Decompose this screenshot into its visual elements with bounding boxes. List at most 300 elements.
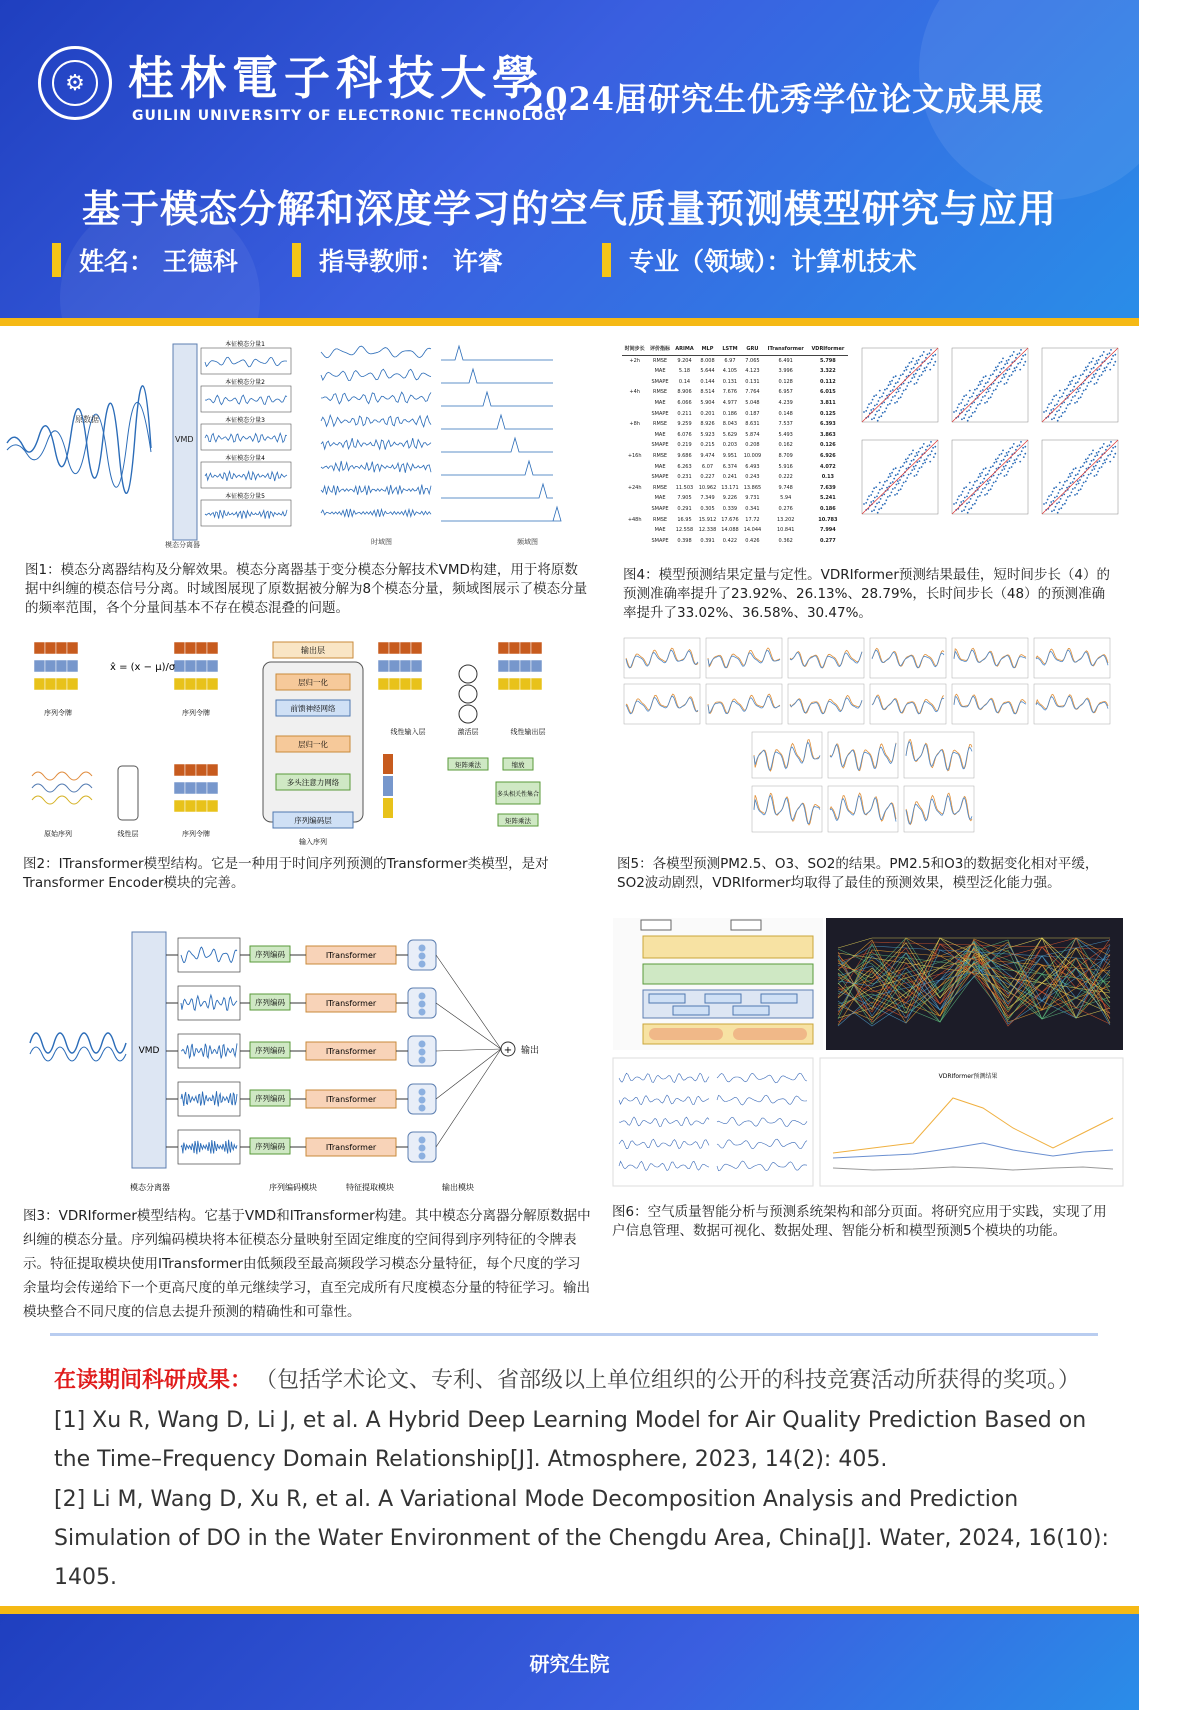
scatter-point bbox=[1085, 389, 1087, 391]
scatter-point bbox=[1077, 480, 1079, 482]
scatter-point bbox=[1062, 504, 1064, 506]
scatter-point bbox=[977, 496, 979, 498]
scatter-point bbox=[863, 503, 865, 505]
table-cell: 0.131 bbox=[722, 378, 738, 385]
table-cell: 17.72 bbox=[745, 516, 760, 523]
scatter-point bbox=[1098, 451, 1100, 453]
scatter-point bbox=[986, 401, 988, 403]
scatter-point bbox=[1058, 409, 1060, 411]
table-cell: 6.076 bbox=[677, 431, 692, 438]
scatter-point bbox=[955, 410, 957, 412]
scatter-point bbox=[890, 482, 892, 484]
scatter-point bbox=[903, 482, 905, 484]
scatter-point bbox=[1091, 368, 1093, 370]
figure-1-caption: 图1：模态分离器结构及分解效果。模态分离器基于变分模态分解技术VMD构建，用于将原数据中纠缠的模态信号分离。时域图展现了原数据被分解为8个模态分量，频域图展示了模态分量的频率范围，各个分量间基本不存在模态混叠的问题。 bbox=[25, 562, 588, 616]
token-block bbox=[45, 678, 56, 690]
scatter-point bbox=[884, 481, 886, 483]
token-block bbox=[185, 678, 196, 690]
scatter-point bbox=[919, 467, 921, 469]
scatter-point bbox=[1056, 411, 1058, 413]
scatter-point bbox=[914, 468, 916, 470]
output-node bbox=[419, 1089, 426, 1096]
scatter-point bbox=[974, 481, 976, 483]
scatter-point bbox=[1063, 402, 1065, 404]
token-block bbox=[56, 642, 67, 654]
scatter-point bbox=[983, 386, 985, 388]
scatter-point bbox=[873, 487, 875, 489]
scatter-point bbox=[1091, 460, 1093, 462]
scatter-point bbox=[1048, 403, 1050, 405]
token-block bbox=[174, 764, 185, 776]
scatter-point bbox=[960, 494, 962, 496]
table-cell: 8.008 bbox=[700, 357, 715, 364]
scatter-point bbox=[1110, 349, 1112, 351]
scatter-point bbox=[1091, 469, 1093, 471]
scatter-point bbox=[876, 404, 878, 406]
scatter-point bbox=[925, 449, 927, 451]
scatter-point bbox=[1006, 452, 1008, 454]
scatter-point bbox=[1094, 475, 1096, 477]
f6-chart-title: VDRIformer预测结果 bbox=[938, 1073, 998, 1080]
scatter-point bbox=[927, 446, 929, 448]
scatter-point bbox=[970, 498, 972, 500]
table-cell: 10.841 bbox=[776, 527, 795, 534]
bottom-label-1: 模态分离器 bbox=[130, 1183, 170, 1192]
table-row bbox=[622, 515, 848, 526]
table-cell: 0.277 bbox=[819, 537, 836, 544]
scatter-point bbox=[1047, 499, 1049, 501]
scatter-point bbox=[878, 501, 880, 503]
scatter-point bbox=[934, 361, 936, 363]
series-encoding-label: 序列编码层 bbox=[294, 816, 332, 825]
table-header: MLP bbox=[696, 344, 718, 355]
scatter-point bbox=[1109, 461, 1111, 463]
scatter-point bbox=[902, 373, 904, 375]
table-header: LSTM bbox=[719, 344, 741, 355]
scatter-point bbox=[878, 492, 880, 494]
scatter-point bbox=[1024, 361, 1026, 363]
scatter-point bbox=[965, 394, 967, 396]
scatter-point bbox=[971, 488, 973, 490]
table-cell bbox=[622, 366, 647, 377]
scatter-point bbox=[917, 471, 919, 473]
scatter-point bbox=[996, 369, 998, 371]
scatter-point bbox=[909, 463, 911, 465]
figure-5-caption: 图5：各模型预测PM2.5、O3、SO2的结果。PM2.5和O3的数据变化相对平缓，SO2波动剧烈，VDRIformer均取得了最佳的预测效果，模型泛化能力强。 bbox=[617, 856, 1099, 891]
token-block bbox=[45, 642, 56, 654]
scatter-point bbox=[1054, 405, 1056, 407]
figure-6-caption: 图6：空气质量智能分析与预测系统架构和部分页面。将研究应用于实践，实现了用户信息管理、数据可视化、数据处理、智能分析和模型预测5个模块的功能。 bbox=[612, 1204, 1107, 1239]
scatter-point bbox=[968, 508, 970, 510]
scatter-point bbox=[1089, 454, 1091, 456]
table-cell: 13.865 bbox=[743, 484, 762, 491]
table-cell: 14.044 bbox=[743, 527, 762, 534]
scatter-point bbox=[955, 502, 957, 504]
table-cell: 0.208 bbox=[745, 442, 760, 449]
table-cell: 6.07 bbox=[701, 463, 714, 470]
scatter-point bbox=[1085, 481, 1087, 483]
token-label: 序列令牌 bbox=[44, 709, 72, 717]
scatter-point bbox=[989, 387, 991, 389]
scatter-point bbox=[1004, 376, 1006, 378]
scatter-point bbox=[1056, 496, 1058, 498]
scatter-point bbox=[1019, 461, 1021, 463]
scatter-point bbox=[893, 386, 895, 388]
table-cell bbox=[622, 536, 647, 547]
scatter-point bbox=[1075, 467, 1077, 469]
table-cell: 6.926 bbox=[819, 452, 836, 459]
table-cell: 7.764 bbox=[745, 389, 760, 396]
token-block bbox=[498, 678, 509, 690]
scatter-point bbox=[1048, 495, 1050, 497]
output-node bbox=[419, 1001, 426, 1008]
scatter-point bbox=[969, 390, 971, 392]
table-cell: 8.631 bbox=[745, 421, 760, 428]
scatter-point bbox=[1016, 366, 1018, 368]
scatter-point bbox=[896, 392, 898, 394]
scatter-point bbox=[883, 402, 885, 404]
table-cell: MAE bbox=[654, 368, 666, 375]
scatter-point bbox=[929, 444, 931, 446]
scatter-point bbox=[1004, 468, 1006, 470]
student-name: 姓名： 王德科 bbox=[52, 242, 238, 278]
prediction-panel bbox=[952, 638, 1028, 678]
token-block bbox=[498, 660, 509, 672]
series-encoding-text: 序列编码 bbox=[255, 1046, 285, 1055]
scatter-point bbox=[916, 369, 918, 371]
scatter-point bbox=[1006, 362, 1008, 364]
scatter-point bbox=[934, 446, 936, 448]
table-header: 时间步长 bbox=[622, 344, 647, 355]
scatter-point bbox=[985, 467, 987, 469]
scatter-point bbox=[1008, 359, 1010, 361]
scatter-point bbox=[867, 407, 869, 409]
scatter-point bbox=[929, 454, 931, 456]
scatter-point bbox=[871, 418, 873, 420]
scatter-point bbox=[1088, 474, 1090, 476]
table-cell bbox=[622, 398, 647, 409]
scatter-point bbox=[1109, 369, 1111, 371]
scatter-point bbox=[925, 357, 927, 359]
output-node bbox=[419, 1009, 426, 1016]
component-label: 本征模态分量4 bbox=[225, 455, 265, 462]
scatter-point bbox=[1001, 453, 1003, 455]
series-encoding-text: 序列编码 bbox=[255, 1142, 285, 1151]
scatter-point bbox=[1045, 502, 1047, 504]
scatter-point bbox=[1007, 379, 1009, 381]
table-cell: 9.731 bbox=[745, 495, 760, 502]
token-block bbox=[207, 660, 218, 672]
output-node bbox=[419, 1041, 426, 1048]
scatter-point bbox=[933, 364, 935, 366]
output-node bbox=[419, 953, 426, 960]
scatter-point bbox=[1070, 390, 1072, 392]
figure-2 bbox=[28, 636, 583, 851]
scatter-point bbox=[931, 450, 933, 452]
table-cell bbox=[622, 504, 647, 515]
table-cell: 0.215 bbox=[700, 442, 715, 449]
scatter-point bbox=[1091, 453, 1093, 455]
scatter-point bbox=[1096, 474, 1098, 476]
scatter-point bbox=[988, 490, 990, 492]
table-cell: 0.187 bbox=[745, 410, 760, 417]
scatter-point bbox=[913, 466, 915, 468]
scatter-point bbox=[911, 469, 913, 471]
scatter-point bbox=[980, 482, 982, 484]
table-cell: 0.276 bbox=[778, 505, 793, 512]
scatter-point bbox=[1097, 379, 1099, 381]
scatter-point bbox=[903, 383, 905, 385]
token-label-3: 序列令牌 bbox=[182, 830, 210, 838]
scatter-point bbox=[1009, 448, 1011, 450]
scatter-point bbox=[1009, 375, 1011, 377]
output-node bbox=[419, 993, 426, 1000]
scatter-point bbox=[1011, 466, 1013, 468]
scatter-point bbox=[892, 488, 894, 490]
scatter-point bbox=[995, 389, 997, 391]
token-block bbox=[67, 660, 78, 672]
scatter-point bbox=[916, 452, 918, 454]
table-cell: 7.065 bbox=[745, 357, 760, 364]
scatter-point bbox=[1064, 503, 1066, 505]
table-cell: RMSE bbox=[652, 389, 668, 396]
scatter-point bbox=[1053, 500, 1055, 502]
scatter-point bbox=[903, 462, 905, 464]
table-cell: SMAPE bbox=[651, 442, 669, 449]
connector bbox=[436, 1003, 501, 1049]
output-node bbox=[419, 961, 426, 968]
scatter-point bbox=[1096, 382, 1098, 384]
scatter-point bbox=[894, 494, 896, 496]
table-cell: 0.148 bbox=[778, 410, 793, 417]
reference-1: [1] Xu R, Wang D, Li J, et al. A Hybrid Deep Learning Model for Air Quality Prediction Based on the Time–Frequency Domain Relationship[J]. Atmosphere, 2023, 14(2): 405. bbox=[54, 1408, 1087, 1472]
scatter-point bbox=[980, 390, 982, 392]
scatter-point bbox=[924, 459, 926, 461]
scatter-point bbox=[1014, 462, 1016, 464]
scatter-point bbox=[1096, 452, 1098, 454]
scatter-point bbox=[1093, 374, 1095, 376]
scatter-point bbox=[909, 371, 911, 373]
token-label-2: 序列令牌 bbox=[182, 709, 210, 717]
table-cell: RMSE bbox=[652, 452, 668, 459]
figure-3-caption: 图3：VDRIformer模型结构。它基于VMD和ITransformer构建。其中模态分离器分解原数据中纠缠的模态分量。序列编码模块将本征模态分量映射至固定维度的空间得到序列特征的令牌表示。特征提取模块使用ITransformer由低频段至最高频段学习模态分量特征，每个尺度的学习余量均会传递给下一个更高尺度的单元继续学习，直至完成所有尺度模态分量的特征学习。输出模块整合不同尺度的信息去提升预测的精确性和可靠性。 bbox=[23, 1208, 591, 1320]
scatter-point bbox=[865, 410, 867, 412]
scatter-point bbox=[1071, 400, 1073, 402]
scatter-point bbox=[1055, 486, 1057, 488]
scatter-point bbox=[973, 402, 975, 404]
table-row bbox=[622, 430, 848, 441]
table-cell: 0.14 bbox=[678, 378, 691, 385]
scatter-point bbox=[992, 465, 994, 467]
scatter-point bbox=[1009, 368, 1011, 370]
freq-domain-trace bbox=[441, 392, 553, 406]
scatter-point bbox=[996, 468, 998, 470]
scatter-point bbox=[929, 352, 931, 354]
scatter-point bbox=[1006, 461, 1008, 463]
table-cell bbox=[622, 377, 647, 388]
scatter-point bbox=[1006, 360, 1008, 362]
scatter-point bbox=[889, 473, 891, 475]
scatter-point bbox=[1011, 446, 1013, 448]
prediction-panel bbox=[706, 638, 782, 678]
scatter-point bbox=[996, 477, 998, 479]
scatter-point bbox=[1057, 420, 1059, 422]
scatter-point bbox=[875, 506, 877, 508]
scatter-point bbox=[1086, 468, 1088, 470]
table-cell: 6.015 bbox=[819, 389, 836, 396]
footer-text: 研究生院 bbox=[529, 1652, 610, 1676]
bottom-label-2: 序列编码模块 bbox=[269, 1183, 317, 1192]
scatter-point bbox=[1014, 370, 1016, 372]
scatter-point bbox=[973, 494, 975, 496]
scatter-point bbox=[910, 381, 912, 383]
scatter-point bbox=[1061, 488, 1063, 490]
series-encoding-text: 序列编码 bbox=[255, 950, 285, 959]
token-block bbox=[185, 660, 196, 672]
table-cell: 3.322 bbox=[819, 368, 836, 375]
scatter-point bbox=[921, 374, 923, 376]
table-header: ARIMA bbox=[673, 344, 697, 355]
scatter-point bbox=[922, 463, 924, 465]
scatter-point bbox=[958, 403, 960, 405]
scatter-point bbox=[1086, 461, 1088, 463]
token-block bbox=[378, 660, 389, 672]
scatter-point bbox=[1074, 402, 1076, 404]
scatter-point bbox=[924, 367, 926, 369]
results-table bbox=[622, 344, 848, 546]
scatter-point bbox=[870, 402, 872, 404]
scatter-point bbox=[981, 492, 983, 494]
scatter-point bbox=[985, 382, 987, 384]
table-cell: 5.916 bbox=[778, 463, 793, 470]
table-cell: 0.291 bbox=[677, 505, 692, 512]
scatter-point bbox=[890, 390, 892, 392]
table-cell: 4.105 bbox=[722, 368, 738, 375]
scatter-point bbox=[1058, 501, 1060, 503]
scatter-point bbox=[974, 389, 976, 391]
scatter-point bbox=[877, 512, 879, 514]
scatter-point bbox=[916, 382, 918, 384]
scatter-point bbox=[960, 409, 962, 411]
ffn-label: 前馈神经网络 bbox=[290, 704, 336, 713]
scatter-point bbox=[979, 403, 981, 405]
scatter-point bbox=[900, 488, 902, 490]
scatter-point bbox=[1001, 377, 1003, 379]
scatter-point bbox=[991, 393, 993, 395]
scatter-point bbox=[1114, 354, 1116, 356]
scatter-point bbox=[1106, 366, 1108, 368]
scatter-point bbox=[1008, 451, 1010, 453]
scatter-point bbox=[993, 383, 995, 385]
scatter-point bbox=[1098, 359, 1100, 361]
scatter-point bbox=[911, 361, 913, 363]
table-cell: 3.811 bbox=[819, 399, 836, 406]
token-block bbox=[509, 660, 520, 672]
scatter-point bbox=[873, 395, 875, 397]
scatter-point bbox=[921, 354, 923, 356]
scatter-point bbox=[1057, 512, 1059, 514]
scatter-point bbox=[1011, 354, 1013, 356]
table-cell: 6.97 bbox=[724, 357, 736, 364]
scatter-point bbox=[979, 381, 981, 383]
token-block bbox=[185, 764, 196, 776]
figure-5 bbox=[622, 636, 1122, 848]
scatter-point bbox=[976, 487, 978, 489]
scatter-point bbox=[1064, 389, 1066, 391]
scatter-point bbox=[965, 486, 967, 488]
scatter-point bbox=[1086, 369, 1088, 371]
scatter-point bbox=[1093, 466, 1095, 468]
table-cell bbox=[622, 462, 647, 473]
scatter-point bbox=[1003, 466, 1005, 468]
scatter-point bbox=[899, 387, 901, 389]
scatter-point bbox=[873, 417, 875, 419]
scatter-point bbox=[1009, 460, 1011, 462]
scatter-point bbox=[908, 474, 910, 476]
itransformer-text: ITransformer bbox=[325, 999, 377, 1008]
scatter-point bbox=[885, 407, 887, 409]
scatter-point bbox=[1016, 458, 1018, 460]
scatter-point bbox=[999, 454, 1001, 456]
scatter-point bbox=[1052, 491, 1054, 493]
table-cell: 12.558 bbox=[675, 527, 694, 534]
scatter-point bbox=[1094, 383, 1096, 385]
table-cell: 0.144 bbox=[700, 378, 715, 385]
token-block bbox=[509, 642, 520, 654]
scatter-point bbox=[1001, 368, 1003, 370]
scatter-point bbox=[1060, 507, 1062, 509]
scatter-point bbox=[1063, 494, 1065, 496]
scatter-point bbox=[1021, 358, 1023, 360]
scatter-point bbox=[990, 374, 992, 376]
scatter-point bbox=[877, 420, 879, 422]
scatter-point bbox=[927, 363, 929, 365]
scatter-point bbox=[1078, 398, 1080, 400]
time-domain-trace bbox=[321, 346, 431, 358]
scatter-point bbox=[1090, 381, 1092, 383]
major-name: 专业（领域）：计算机技术 bbox=[602, 242, 917, 278]
scatter-point bbox=[985, 474, 987, 476]
token-block bbox=[196, 800, 207, 812]
table-cell: 7.676 bbox=[722, 389, 738, 396]
token-block bbox=[185, 642, 196, 654]
scatter-point bbox=[868, 403, 870, 405]
prediction-panel bbox=[752, 786, 822, 832]
scatter-point bbox=[1003, 367, 1005, 369]
table-cell: 16.95 bbox=[677, 516, 692, 523]
table-row bbox=[622, 472, 848, 483]
scatter-point bbox=[896, 401, 898, 403]
exhibition-title: 2024届研究生优秀学位论文成果展 bbox=[522, 80, 1045, 118]
scatter-point bbox=[995, 459, 997, 461]
scatter-point bbox=[968, 409, 970, 411]
scatter-point bbox=[973, 484, 975, 486]
scatter-point bbox=[966, 404, 968, 406]
token-block bbox=[389, 660, 400, 672]
scatter-point bbox=[990, 466, 992, 468]
table-cell: SMAPE bbox=[651, 505, 669, 512]
scatter-point bbox=[903, 370, 905, 372]
scatter-point bbox=[894, 395, 896, 397]
scatter-point bbox=[919, 356, 921, 358]
scatter-point bbox=[875, 414, 877, 416]
scatter-point bbox=[898, 490, 900, 492]
scatter-point bbox=[983, 376, 985, 378]
scatter-point bbox=[1078, 378, 1080, 380]
scatter-point bbox=[968, 400, 970, 402]
output-node bbox=[419, 1153, 426, 1160]
scatter-point bbox=[924, 462, 926, 464]
